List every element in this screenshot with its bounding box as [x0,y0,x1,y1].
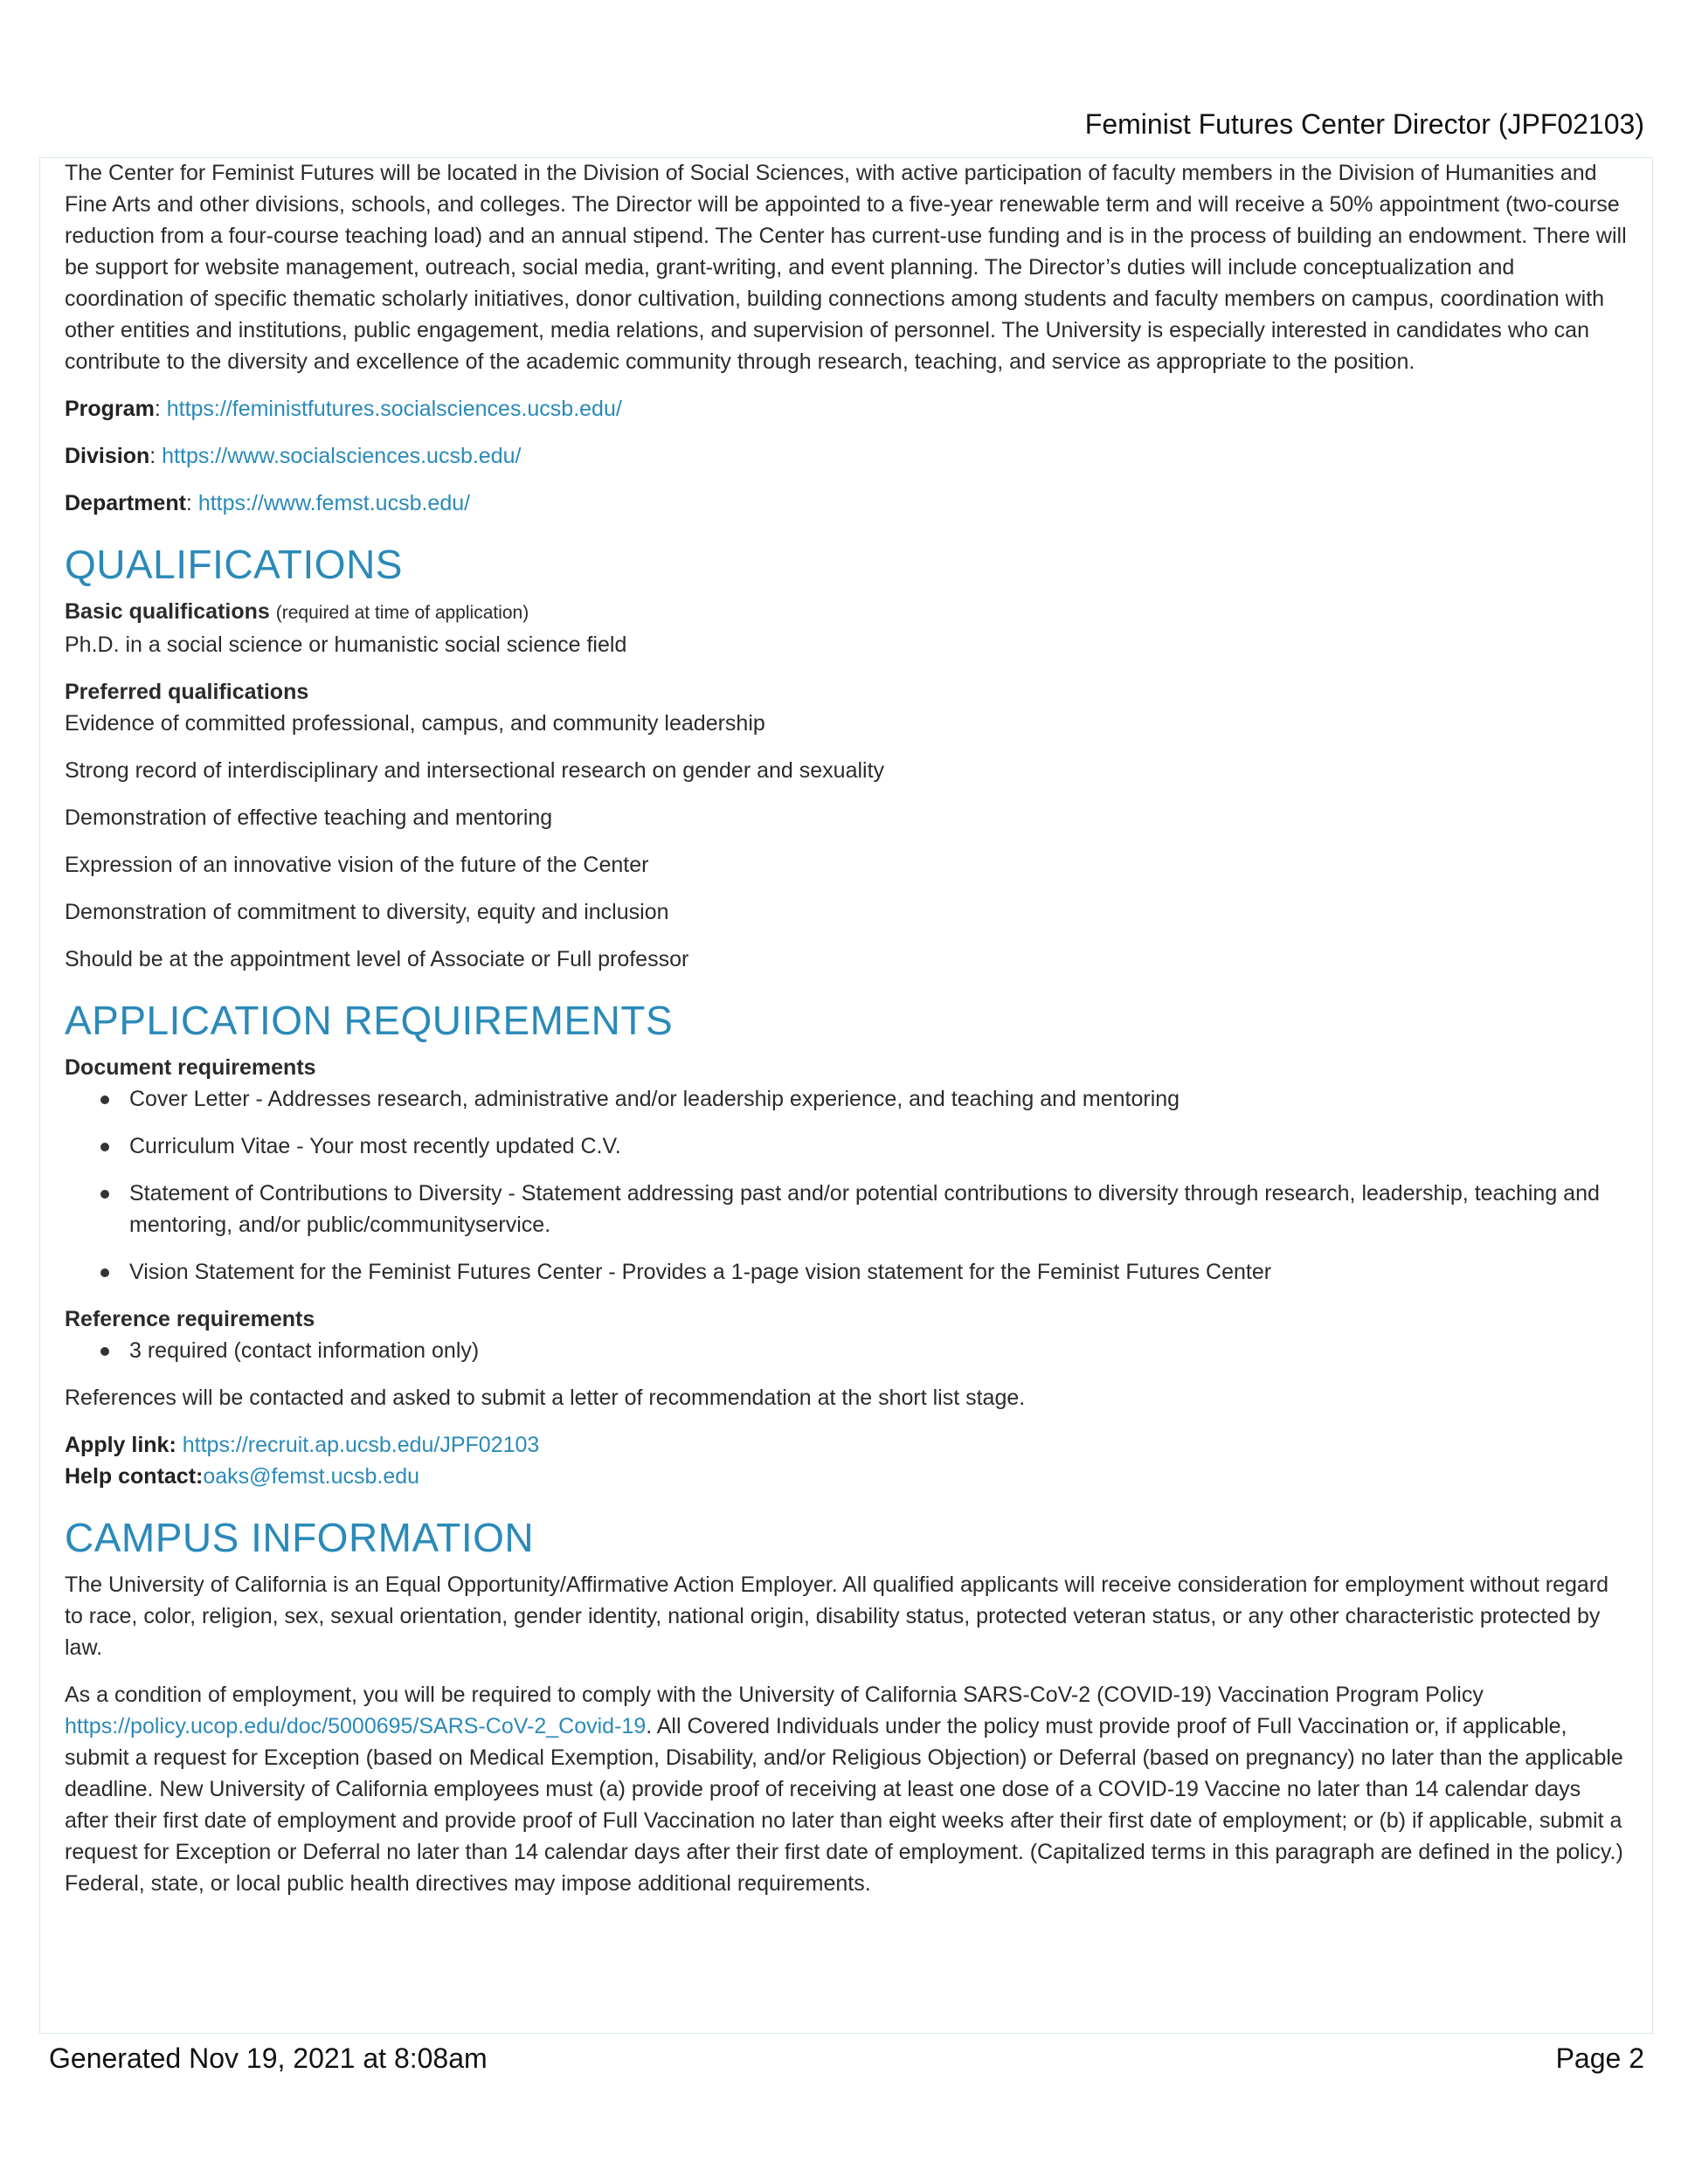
department-label: Department [65,491,186,515]
preferred-qualification: Demonstration of effective teaching and mentoring [65,805,553,830]
help-contact-label: Help contact: [65,1464,204,1489]
document-header-title: Feminist Futures Center Director (JPF02103) [1084,108,1644,140]
preferred-qualification: Should be at the appointment level of Associate or Full professor [65,947,689,971]
campus-information-heading: CAMPUS INFORMATION [65,1515,535,1560]
preferred-qualification: Strong record of interdisciplinary and intersectional research on gender and sexuality [65,758,885,783]
document-requirement-item: Vision Statement for the Feminist Futures Center - Provides a 1-page vision statement for the Feminist Futures Center [129,1256,1629,1288]
basic-qualifications-note: (required at time of application) [275,603,529,623]
preferred-qualification: Demonstration of commitment to diversity, equity and inclusion [65,900,669,924]
apply-link[interactable]: https://recruit.ap.ucsb.edu/JPF02103 [182,1433,540,1457]
document-requirement-item: Statement of Contributions to Diversity - Statement addressing past and/or potential contributions to diversity through research, leadership, teaching and mentoring, and/or public/communityservice. [129,1178,1629,1241]
program-label: Program [65,397,155,421]
intro-paragraph: The Center for Feminist Futures will be located in the Division of Social Sciences, with active participation of faculty members in the Division of Humanities and Fine Arts and other divisions, schools, and colleges. The Director will be appointed to a five-year renewable term and will receive a 50% appointment (two-course reduction from a four-course teaching load) and an annual stipend. The Center has current-use funding and is in the process of building an endowment. There will be support for website management, outreach, social media, grant-writing, and event planning. The Director’s duties will include conceptualization and coordination of specific thematic scholarly initiatives, donor cultivation, building connections among students and faculty members on campus, coordination with other entities and institutions, public engagement, media relations, and supervision of personnel. The University is especially interested in candidates who can contribute to the diversity and excellence of the academic community through research, teaching, and service as appropriate to the position. [65,161,1627,374]
document-requirement-item: Curriculum Vitae - Your most recently updated C.V. [129,1130,1629,1162]
application-requirements-heading: APPLICATION REQUIREMENTS [65,998,674,1043]
document-requirement-item: Cover Letter - Addresses research, administrative and/or leadership experience, and teaching and mentoring [129,1083,1629,1115]
basic-qualifications-text: Ph.D. in a social science or humanistic social science field [65,632,627,657]
reference-requirements-label: Reference requirements [65,1307,315,1331]
generated-timestamp: Generated Nov 19, 2021 at 8:08am [49,2042,488,2074]
department-line: Department: https://www.femst.ucsb.edu/ [65,491,471,515]
references-note: References will be contacted and asked to submit a letter of recommendation at the short list stage. [65,1386,1026,1410]
reference-requirement-item: 3 required (contact information only) [129,1335,1629,1366]
preferred-qualification: Evidence of committed professional, campus, and community leadership [65,711,765,736]
preferred-qualification: Expression of an innovative vision of the future of the Center [65,853,649,877]
covid-policy-link[interactable]: https://policy.ucop.edu/doc/5000695/SARS-CoV-2_Covid-19 [65,1714,647,1738]
program-link[interactable]: https://feministfutures.socialsciences.ucsb.edu/ [166,397,622,421]
qualifications-heading: QUALIFICATIONS [65,542,403,587]
eoe-paragraph: The University of California is an Equal Opportunity/Affirmative Action Employer. All qualified applicants will receive consideration for employment without regard to race, color, religion, sex, sexual orientation, gender identity, national origin, disability status, protected veteran status, or any other characteristic protected by law. [65,1572,1609,1660]
covid-policy-intro: As a condition of employment, you will be required to comply with the University of California SARS-CoV-2 (COVID-19) Vaccination Program Policy [65,1683,1484,1707]
program-line: Program: https://feministfutures.socialsciences.ucsb.edu/ [65,397,622,421]
document-requirements-label: Document requirements [65,1055,316,1080]
covid-policy-paragraph [65,1679,1629,1899]
preferred-qualifications-label: Preferred qualifications [65,680,309,704]
apply-link-line [65,1429,1629,1461]
help-contact-line [65,1461,1629,1492]
division-label: Division [65,444,150,468]
page-number: Page 2 [1555,2042,1644,2074]
division-link[interactable]: https://www.socialsciences.ucsb.edu/ [162,444,522,468]
department-link[interactable]: https://www.femst.ucsb.edu/ [197,491,471,515]
covid-policy-details: . All Covered Individuals under the policy must provide proof of Full Vaccination or, if applicable, submit a request for Exception (based on Medical Exemption, Disability, and/or Religious Objection) or Deferral (based on pregnancy) no later than the applicable deadline. New University of California employees must (a) provide proof of receiving at least one dose of a COVID-19 Vaccine no later than 14 calendar days after their first date of employment and provide proof of Full Vaccination no later than eight weeks after their first date of employment; or (b) if applicable, submit a request for Exception or Deferral no later than 14 calendar days after their first date of employment. (Capitalized terms in this paragraph are defined in the policy.) Federal, state, or local public health directives may impose additional requirements. [65,1714,1623,1896]
division-line: Division: https://www.socialsciences.ucsb.edu/ [65,444,522,468]
document-requirements-list [65,1083,1629,1288]
basic-qualifications-title: Basic qualifications [65,599,270,624]
job-posting-content [65,157,1629,1915]
reference-requirements-list [65,1335,1629,1366]
help-contact-email[interactable]: oaks@femst.ucsb.edu [203,1464,420,1489]
basic-qualifications-label [65,596,1629,629]
apply-link-label: Apply link: [65,1433,176,1457]
